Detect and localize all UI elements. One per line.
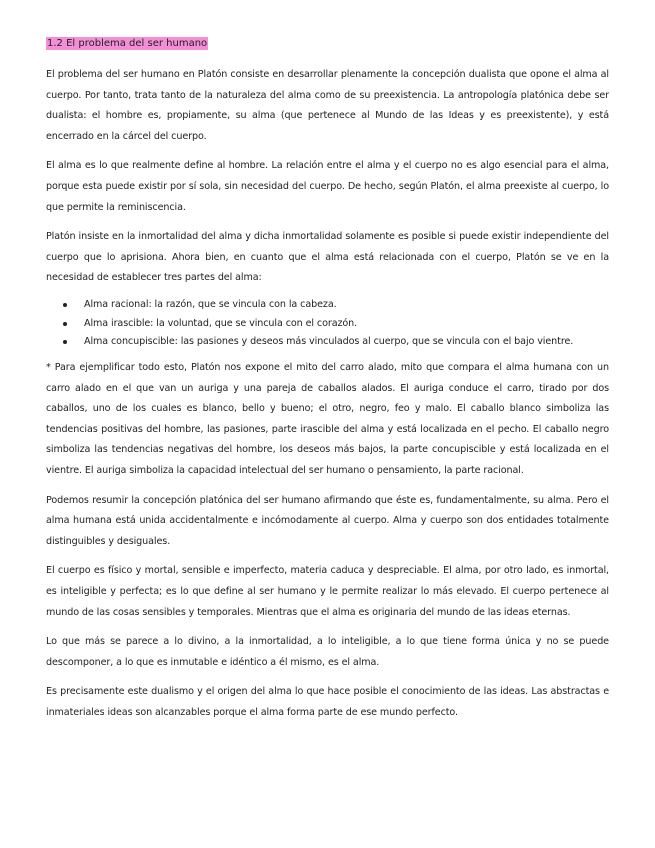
bullet-icon bbox=[63, 303, 67, 307]
paragraph: Es precisamente este dualismo y el origen del alma lo que hace posible el conocimiento de las ideas. Las abstractas e inmateriales ideas son alcanzables porque el alma forma parte de ese mundo perfecto. bbox=[46, 686, 609, 718]
section-title bbox=[46, 37, 609, 51]
bullet-icon bbox=[63, 340, 67, 344]
list-item-text: Alma racional: la razón, que se vincula con la cabeza. bbox=[84, 298, 337, 310]
paragraph: El problema del ser humano en Platón consiste en desarrollar plenamente la concepción dualista que opone el alma al cuerpo. Por tanto, trata tanto de la naturaleza del alma como de su preexistencia. La antropología platónica debe ser dualista: el hombre es, propiamente, su alma (que pertenece al Mundo de las Ideas y es preexistente), y está encerrado en la cárcel del cuerpo. bbox=[46, 69, 609, 142]
list-item-text: Alma irascible: la voluntad, que se vincula con el corazón. bbox=[84, 317, 358, 329]
section-title-highlight: 1.2 El problema del ser humano bbox=[47, 38, 208, 49]
paragraph: El alma es lo que realmente define al hombre. La relación entre el alma y el cuerpo no es algo esencial para el alma, porque esta puede existir por sí sola, sin necesidad del cuerpo. De hecho, según Platón, el alma preexiste al cuerpo, lo que permite la reminiscencia. bbox=[46, 160, 609, 213]
paragraph: Platón insiste en la inmortalidad del alma y dicha inmortalidad solamente es posible si puede existir independiente del cuerpo que lo aprisiona. Ahora bien, en cuanto que el alma está relacionada con el cuerpo, Platón se ve en la necesidad de establecer tres partes del alma: bbox=[46, 231, 609, 284]
paragraph: Lo que más se parece a lo divino, a la inmortalidad, a lo inteligible, a lo que tiene forma única y no se puede descomponer, a lo que es inmutable e idéntico a él mismo, es el alma. bbox=[46, 636, 609, 668]
paragraph: * Para ejemplificar todo esto, Platón nos expone el mito del carro alado, mito que compara el alma humana con un carro alado en el que van un auriga y una pareja de caballos alados. El auriga conduce el carro, tirado por dos caballos, uno de los cuales es blanco, bello y bueno; el otro, negro, feo y malo. El caballo blanco simboliza las tendencias positivas del hombre, las pasiones, parte irascible del alma y está localizada en el pecho. El caballo negro simboliza las tendencias negativas del hombre, los deseos más bajos, la parte concupiscible y está localizada en el vientre. El auriga simboliza la capacidad intelectual del ser humano o pensamiento, la parte racional. bbox=[46, 362, 609, 477]
list-item bbox=[46, 333, 609, 352]
list-item bbox=[46, 296, 609, 315]
bullet-icon bbox=[63, 322, 67, 326]
list-item bbox=[46, 315, 609, 334]
paragraph: Podemos resumir la concepción platónica del ser humano afirmando que éste es, fundamentalmente, su alma. Pero el alma humana está unida accidentalmente e incómodamente al cuerpo. Alma y cuerpo son dos entidades totalmente distinguibles y desiguales. bbox=[46, 494, 609, 547]
soul-parts-list bbox=[46, 296, 609, 352]
paragraph: El cuerpo es físico y mortal, sensible e imperfecto, materia caduca y despreciable. El alma, por otro lado, es inmortal, es inteligible y perfecta; es lo que define al ser humano y le permite realizar lo más elevado. El cuerpo pertenece al mundo de las cosas sensibles y temporales. Mientras que el alma es originaria del mundo de las ideas eternas. bbox=[46, 565, 609, 618]
list-item-text: Alma concupiscible: las pasiones y deseos más vinculados al cuerpo, que se vincula con el bajo vientre. bbox=[84, 336, 574, 348]
